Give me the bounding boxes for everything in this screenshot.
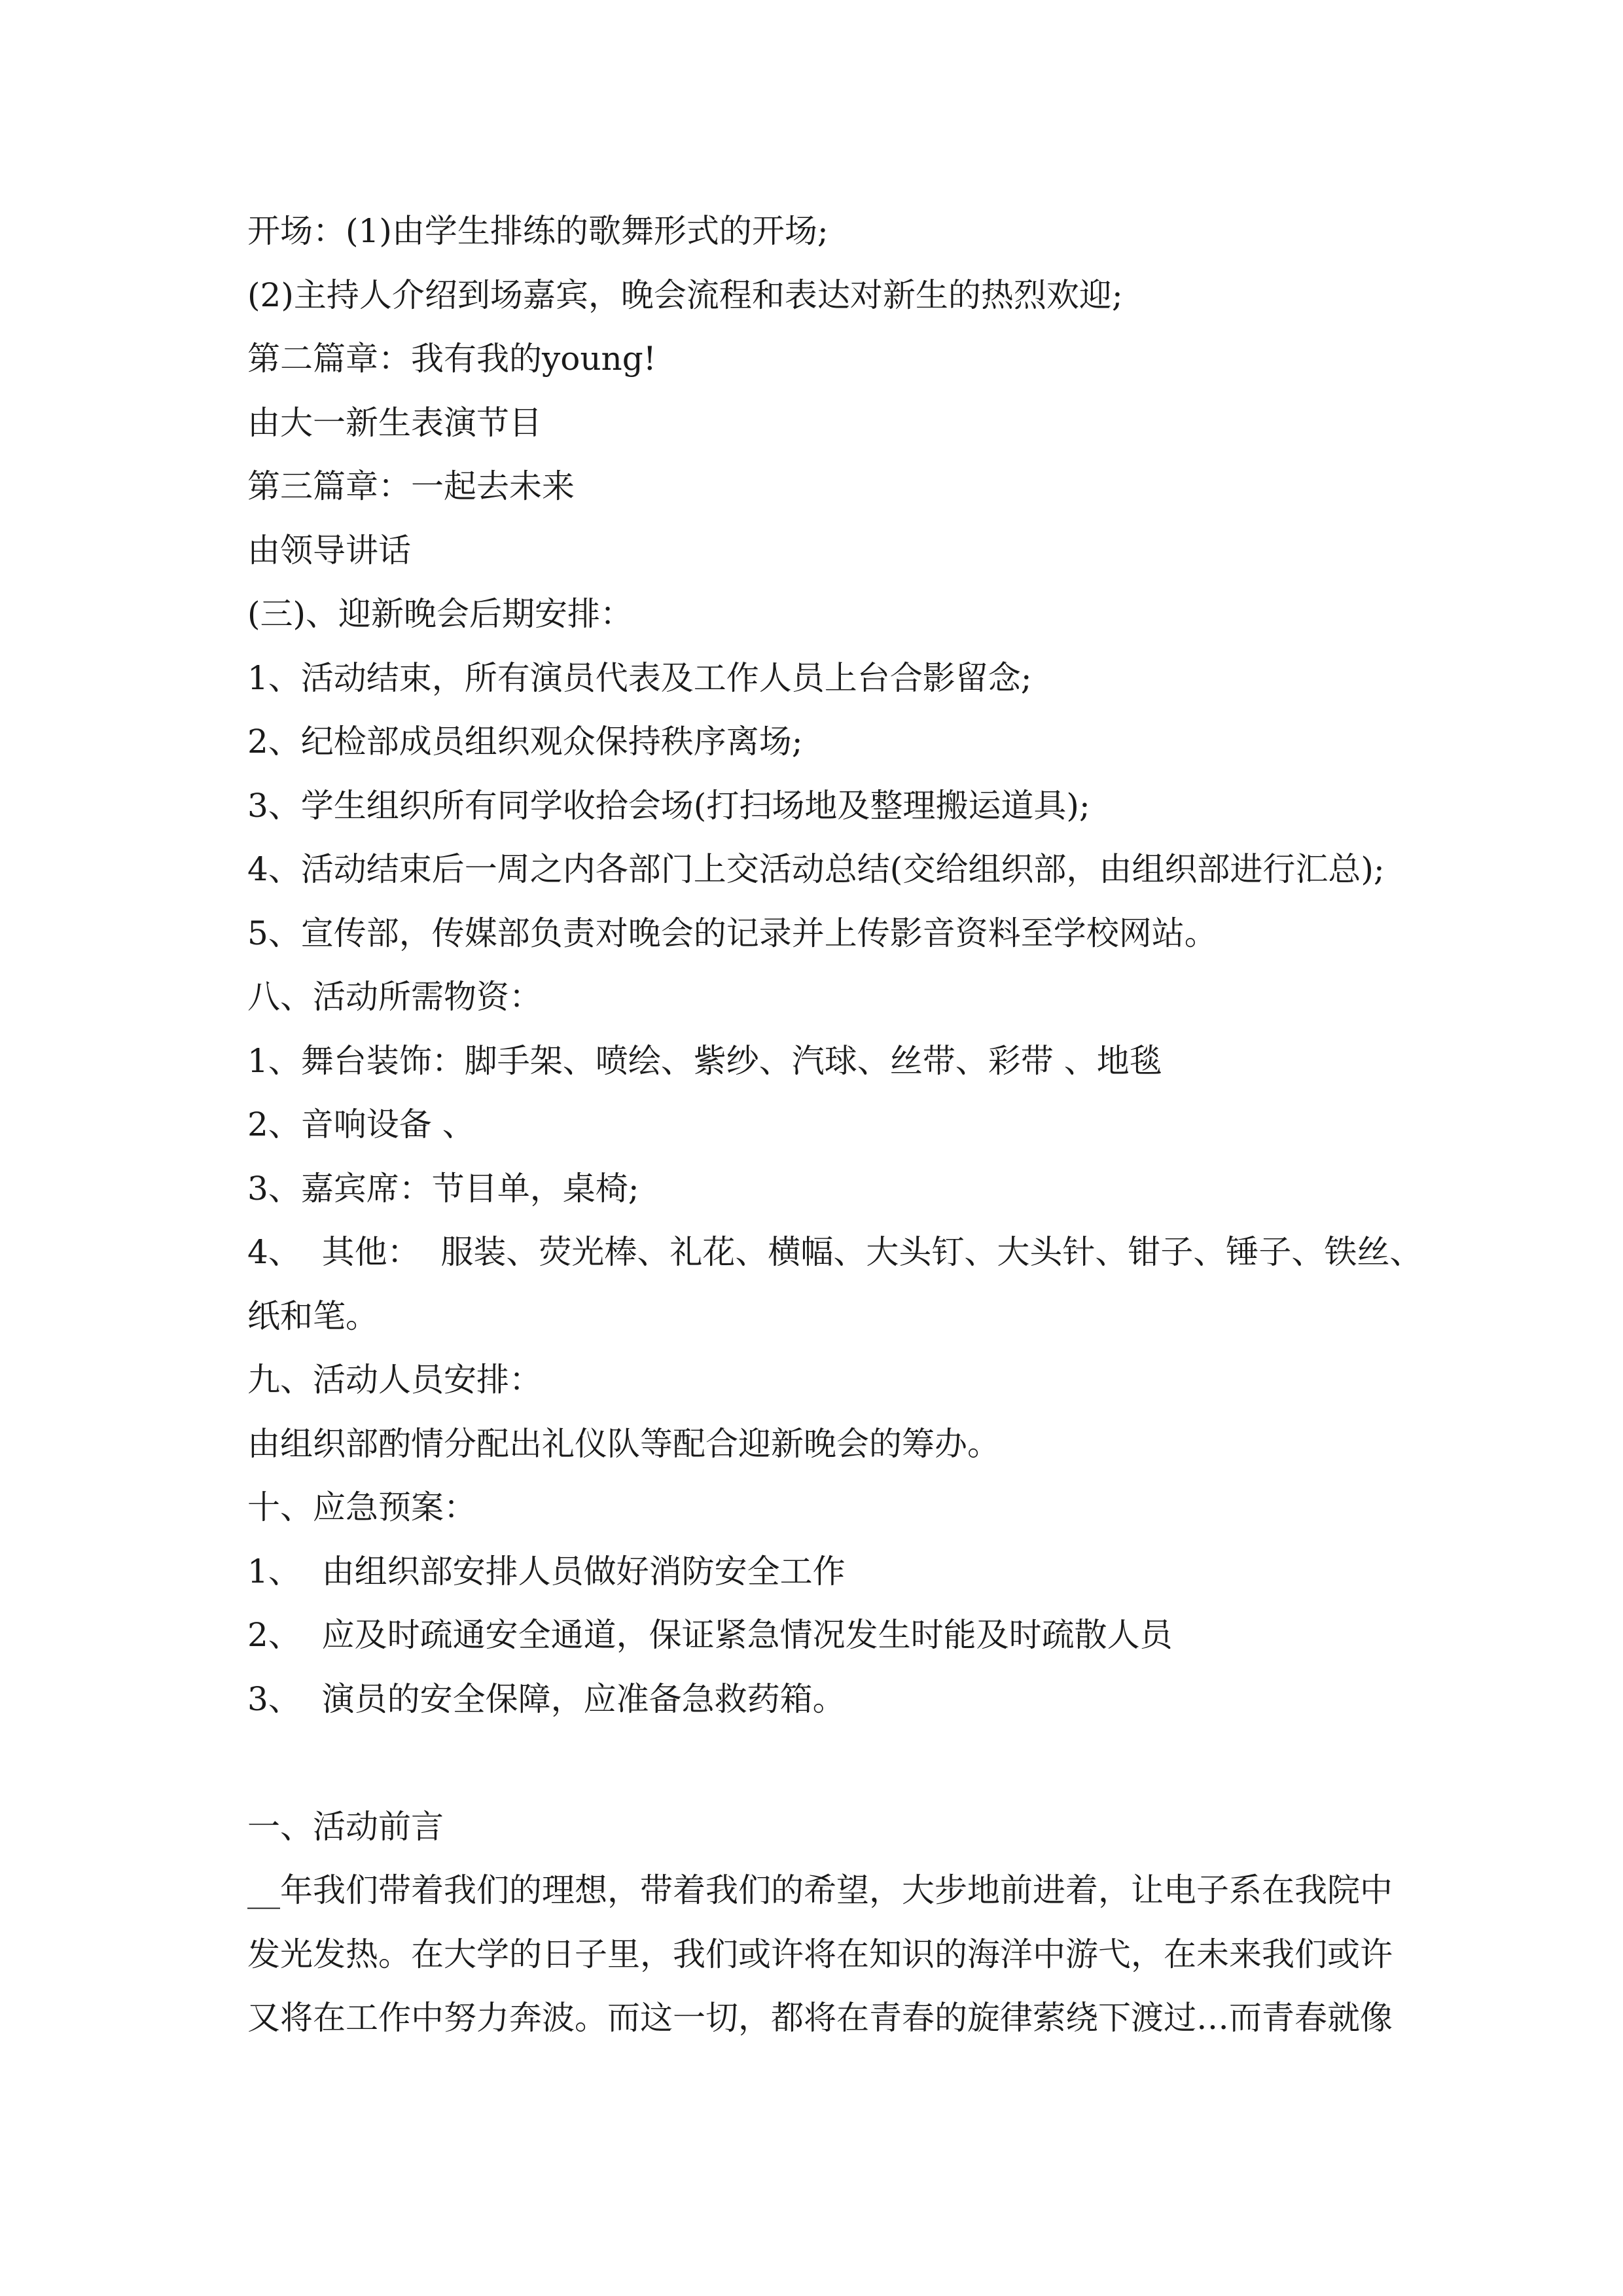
paragraph-gap	[247, 1731, 1399, 1795]
text-line: 十、应急预案：	[247, 1488, 476, 1526]
text-line: 3、学生组织所有同学收拾会场(打扫场地及整理搬运道具);	[247, 786, 1090, 825]
text-line: 一、活动前言	[247, 1807, 444, 1846]
text-line: 2、纪检部成员组织观众保持秩序离场;	[247, 723, 803, 761]
text-line: 4、活动结束后一周之内各部门上交活动总结(交给组织部，由组织部进行汇总);	[247, 850, 1385, 888]
text-line: 4、 其他： 服装、荧光棒、礼花、横幅、大头钉、大头针、钳子、锤子、铁丝、	[247, 1233, 1423, 1271]
text-line: 3、嘉宾席：节目单，桌椅;	[247, 1169, 639, 1208]
text-line: 由大一新生表演节目	[247, 403, 542, 442]
text-line: (2)主持人介绍到场嘉宾，晚会流程和表达对新生的热烈欢迎;	[247, 276, 1123, 314]
text-line: 开场：(1)由学生排练的歌舞形式的开场;	[247, 212, 829, 250]
text-line: 1、 由组织部安排人员做好消防安全工作	[247, 1552, 846, 1590]
text-line: 第二篇章：我有我的young!	[247, 340, 656, 378]
text-line: 发光发热。在大学的日子里，我们或许将在知识的海洋中游弋，在未来我们或许	[247, 1935, 1393, 1973]
text-line: 由领导讲话	[247, 531, 411, 569]
text-line: 八、活动所需物资：	[247, 978, 542, 1016]
document-body	[247, 200, 1423, 2051]
text-line: 纸和笔。	[247, 1297, 378, 1335]
text-line: 由组织部酌情分配出礼仪队等配合迎新晚会的筹办。	[247, 1424, 1000, 1463]
text-line: 5、宣传部，传媒部负责对晚会的记录并上传影音资料至学校网站。	[247, 914, 1217, 952]
text-line: (三)、迎新晚会后期安排：	[247, 595, 633, 633]
text-line: 第三篇章：一起去未来	[247, 467, 575, 505]
text-line: 1、舞台装饰：脚手架、喷绘、紫纱、汽球、丝带、彩带 、地毯	[247, 1041, 1162, 1080]
text-line: 又将在工作中努力奔波。而这一切，都将在青春的旋律萦绕下渡过…而青春就像	[247, 1999, 1393, 2037]
text-line: 2、 应及时疏通安全通道，保证紧急情况发生时能及时疏散人员	[247, 1616, 1173, 1654]
text-line: 3、 演员的安全保障，应准备急救药箱。	[247, 1679, 846, 1718]
text-line: 九、活动人员安排：	[247, 1361, 542, 1399]
text-line: 2、音响设备 、	[247, 1105, 475, 1143]
text-line: __年我们带着我们的理想，带着我们的希望，大步地前进着，让电子系在我院中	[247, 1871, 1393, 1909]
text-line: 1、活动结束，所有演员代表及工作人员上台合影留念;	[247, 658, 1032, 697]
